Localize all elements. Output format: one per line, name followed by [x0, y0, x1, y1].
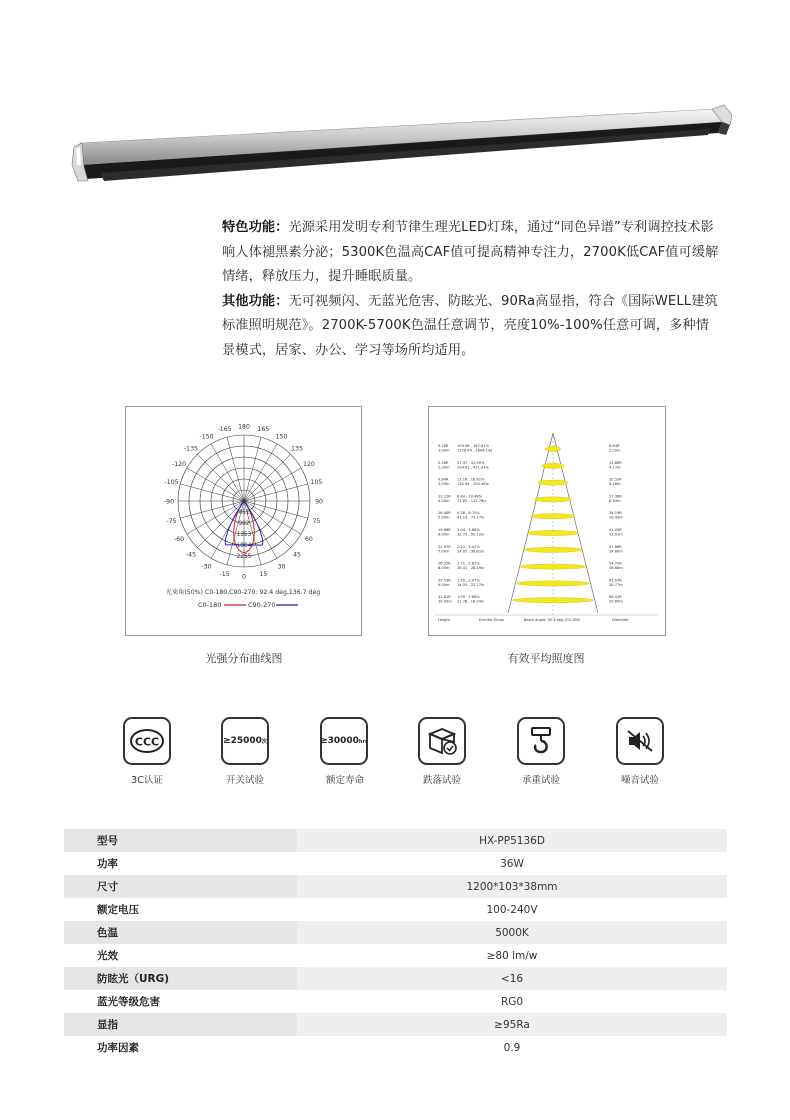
illuminance-plot [429, 407, 665, 635]
illum-diameter-label: 16.68m [609, 566, 623, 571]
illum-spot-ellipse [524, 547, 582, 552]
illum-height-label: 22.97R [438, 544, 451, 549]
polar-angle-label: 135 [291, 445, 303, 453]
lamp-product-image [60, 95, 740, 205]
polar-spoke [244, 501, 291, 548]
spec-key: 显指 [64, 1013, 297, 1036]
illum-diameter-label: 27.36R [609, 494, 622, 499]
polar-distribution-diagram [125, 406, 362, 636]
polar-angle-label: -60 [173, 536, 185, 543]
illum-value-label: 24.05 , 36.82lx [457, 549, 485, 554]
polar-angle-label: -165 [217, 426, 232, 434]
illum-height-label: 19.68R [438, 528, 451, 532]
mute-speaker-icon [616, 717, 664, 765]
polar-angle-label: -135 [183, 445, 198, 453]
hook-load-icon [517, 717, 565, 765]
spec-key: 防眩光（URG) [64, 967, 297, 990]
ccc-icon [123, 717, 171, 765]
table-row [64, 898, 727, 921]
illum-height-label: 4.00m [438, 498, 450, 503]
illum-diameter-label: 8.34m [609, 498, 621, 503]
illum-height-label: 3.00m [438, 482, 450, 487]
polar-spoke [197, 501, 244, 548]
illum-diameter-label: 47.86R [609, 544, 622, 549]
illum-spot-ellipse [513, 598, 593, 603]
illum-height-label: 0.28R [438, 444, 449, 448]
polar-angle-label: 105 [310, 479, 323, 487]
illum-value-label: 27.37 , 41.90% [457, 460, 485, 465]
polar-angle-label: 120 [303, 461, 315, 468]
illum-diameter-label: 10.43m [609, 515, 623, 520]
table-row [64, 990, 727, 1013]
illum-height-label: 2.00m [438, 465, 450, 470]
illum-height-label: 5.00m [438, 515, 450, 520]
feature-paragraph [222, 216, 722, 290]
polar-ring-value: 451 [238, 510, 250, 516]
illum-diameter-label: 20.85m [609, 599, 623, 604]
polar-angle-label: -150 [199, 433, 214, 441]
spec-key: 蓝光等级危害 [64, 990, 297, 1013]
illum-height-label: 26.25R [438, 561, 451, 566]
polar-beam-text: 光束角(50%) C0-180,C90-270: 92.4 deg,136.7 deg [165, 589, 321, 596]
illuminance-diagram [428, 406, 666, 636]
illum-height-label: 29.53R [438, 578, 451, 583]
illum-value-label: 32.73 , 50.12lx [457, 532, 485, 537]
test-label-noise: 噪音试验 [620, 775, 659, 786]
polar-angle-label: -120 [172, 461, 187, 468]
illum-diameter-label: 61.57R [609, 578, 622, 583]
table-row [64, 1036, 727, 1059]
spec-value: RG0 [297, 990, 727, 1013]
polar-spoke [187, 468, 244, 501]
illum-value-label: 47.14 , 72.17lx [457, 515, 485, 520]
polar-ring-value: 1353 [236, 532, 252, 538]
spec-key: 型号 [64, 829, 297, 852]
illum-spot-ellipse [535, 497, 572, 502]
illum-footer-height: Height [438, 618, 450, 622]
illum-value-label: 73.65 , 112.76lx [457, 498, 487, 503]
product-description [222, 216, 722, 364]
illum-diameter-label: 20.52R [609, 477, 622, 482]
test-label-drop: 跌落试验 [422, 775, 461, 786]
spec-key: 额定电压 [64, 898, 297, 921]
spec-value: 100-240V [297, 898, 727, 921]
illum-height-label: 13.12R [438, 494, 451, 499]
test-label-lifetime: 额定寿命 [325, 775, 364, 786]
illum-value-label: 6.84 , 10.48% [457, 494, 483, 499]
spec-value: <16 [297, 967, 727, 990]
illum-spot-ellipse [517, 581, 590, 586]
polar-angle-label: 45 [293, 551, 301, 559]
other-paragraph [222, 290, 722, 364]
polar-spoke [244, 501, 301, 534]
illum-diameter-label: 41.03R [609, 528, 622, 532]
polar-spoke [244, 454, 291, 501]
polar-diagram-caption: 光强分布曲线图 [205, 652, 283, 665]
illum-value-label: 3.04 , 4.66% [457, 528, 480, 532]
illum-height-label: 8.00m [438, 566, 450, 571]
polar-spoke [244, 444, 277, 501]
illum-value-label: 14.55 , 22.27lx [457, 582, 485, 587]
polar-spoke [197, 454, 244, 501]
illum-value-label: 1.71 , 2.62% [457, 561, 480, 566]
table-row [64, 875, 727, 898]
illum-footer-emax: Ecenter,Emax [479, 618, 505, 622]
illum-footer-diameter: Diameter [612, 618, 629, 622]
illum-spot-ellipse [545, 446, 560, 451]
polar-angle-label: -30 [201, 563, 212, 571]
feature-text: 光源采用发明专利节律生理光LED灯珠，通过“同色异谱”专利调控技术影响人体褪黑素分泌；5300K色温高CAF值可提高精神专注力，2700K低CAF值可缓解情绪，释放压力，提升睡眠质量。 [222, 220, 719, 285]
illum-height-label: 0.56R [438, 460, 449, 465]
spec-value: 36W [297, 852, 727, 875]
illum-value-label: 4.38 , 6.70% [457, 511, 480, 516]
switch-count-value: ≥25000 [223, 736, 262, 746]
polar-angle-label: 0 [242, 573, 246, 581]
table-row [64, 829, 727, 852]
illum-spot-ellipse [527, 530, 578, 535]
spec-key: 功率因素 [64, 1036, 297, 1059]
spec-table [64, 829, 727, 1059]
illum-height-label: 10.00m [438, 599, 452, 604]
polar-ring-value: 1804 [236, 543, 252, 549]
illum-value-label: 1.35 , 2.07% [457, 578, 480, 583]
illum-diameter-label: 6.84R [609, 444, 620, 448]
illum-value-label: 294.61 , 451.04lx [457, 465, 489, 470]
box-drop-icon [418, 717, 466, 765]
table-row [64, 921, 727, 944]
polar-angle-label: -90 [163, 498, 175, 506]
polar-angle-label: 180 [238, 423, 250, 431]
polar-spoke [244, 468, 301, 501]
illum-value-label: 1.09 , 1.68% [457, 595, 480, 600]
illum-height-label: 6.00m [438, 532, 450, 537]
lifetime-icon [320, 717, 368, 765]
polar-angle-label: -15 [219, 570, 230, 578]
lifetime-unit: hrs [358, 739, 368, 745]
table-row [64, 944, 727, 967]
spec-value: ≥95Ra [297, 1013, 727, 1036]
polar-angle-label: 60 [305, 536, 313, 543]
test-label-3c: 3C认证 [131, 775, 163, 786]
table-row [64, 1013, 727, 1036]
polar-legend-c0: C0-180 [198, 601, 222, 609]
illum-diameter-label: 12.51m [609, 532, 623, 537]
spec-value: HX-PP5136D [297, 829, 727, 852]
illum-value-label: 109.48 , 167.61% [457, 444, 489, 448]
polar-angle-label: -45 [185, 551, 197, 559]
spec-key: 尺寸 [64, 875, 297, 898]
illum-diameter-label: 6.26m [609, 482, 621, 487]
illum-diameter-label: 4.17m [609, 465, 621, 470]
spec-value: 0.9 [297, 1036, 727, 1059]
polar-angle-label: 75 [312, 517, 321, 525]
illum-diameter-label: 34.19R [609, 511, 622, 516]
illum-height-label: 7.00m [438, 549, 450, 554]
table-row [64, 852, 727, 875]
svg-text:CCC: CCC [134, 735, 160, 749]
illum-footer-beam: Beam angle: 92.4 deg (C0-180) [523, 618, 581, 622]
switch-count-unit: 次 [261, 739, 267, 745]
illum-height-label: 32.81R [438, 595, 451, 600]
illum-value-label: 1176.44 , 1804.14a [457, 448, 493, 453]
spec-key: 功率 [64, 852, 297, 875]
spec-value: ≥80 lm/w [297, 944, 727, 967]
illum-value-label: 18.41 , 28.19lx [457, 566, 485, 571]
polar-angle-label: 15 [259, 570, 268, 578]
switch-count-icon [221, 717, 269, 765]
lifetime-value: ≥30000 [320, 736, 359, 746]
illum-diameter-label: 13.68R [609, 460, 622, 465]
polar-ring-value: 902 [238, 521, 250, 527]
polar-angle-label: 90 [315, 498, 323, 506]
illum-diameter-label: 54.72R [609, 561, 622, 566]
illum-value-label: 12.16 , 18.62% [457, 477, 485, 482]
illum-spot-ellipse [542, 463, 564, 468]
polar-angle-label: 165 [257, 426, 270, 434]
polar-angle-label: -105 [164, 479, 179, 487]
polar-angle-label: 30 [277, 563, 286, 571]
illum-diameter-label: 2.09m [609, 448, 621, 453]
illum-diameter-label: 14.60m [609, 549, 623, 554]
polar-spoke [211, 444, 244, 501]
illuminance-diagram-caption: 有效平均照度图 [507, 652, 585, 665]
test-label-switch: 开关试验 [225, 775, 264, 786]
polar-angle-label: 150 [275, 433, 288, 441]
spec-key: 光效 [64, 944, 297, 967]
spec-key: 色温 [64, 921, 297, 944]
illum-height-label: 9.00m [438, 582, 450, 587]
illum-spot-ellipse [531, 514, 575, 519]
illum-height-label: 0.84R [438, 477, 449, 482]
illum-value-label: 130.94 , 200.46lx [457, 482, 489, 487]
table-row [64, 967, 727, 990]
illum-spot-ellipse [538, 480, 568, 485]
other-label: 其他功能： [222, 293, 289, 309]
polar-spoke [187, 501, 244, 534]
spec-value: 1200*103*38mm [297, 875, 727, 898]
polar-plot [126, 407, 361, 635]
illum-diameter-label: 68.41R [609, 595, 622, 600]
other-text: 无可视频闪、无蓝光危害、防眩光、90Ra高显指，符合《国际WELL建筑标准照明规范》。2700K-5700K色温任意调节，亮度10%-100%任意可调，多种情景模式，居家、办公、学习等场所均适用。 [222, 293, 718, 358]
polar-legend-c90: C90-270 [248, 601, 276, 609]
feature-label: 特色功能： [222, 220, 289, 235]
spec-value: 5000K [297, 921, 727, 944]
illum-value-label: 2.23 , 3.42% [457, 544, 480, 549]
illum-value-label: 11.78 , 18.04lx [457, 599, 485, 604]
polar-angle-label: -75 [166, 517, 177, 525]
illum-spot-ellipse [520, 564, 586, 569]
polar-ring-value: 2255 [236, 554, 252, 560]
test-label-load: 承重试验 [521, 775, 560, 786]
illum-height-label: 16.40R [438, 511, 451, 516]
illum-height-label: 1.00m [438, 448, 450, 453]
illum-diameter-label: 18.77m [609, 582, 623, 587]
